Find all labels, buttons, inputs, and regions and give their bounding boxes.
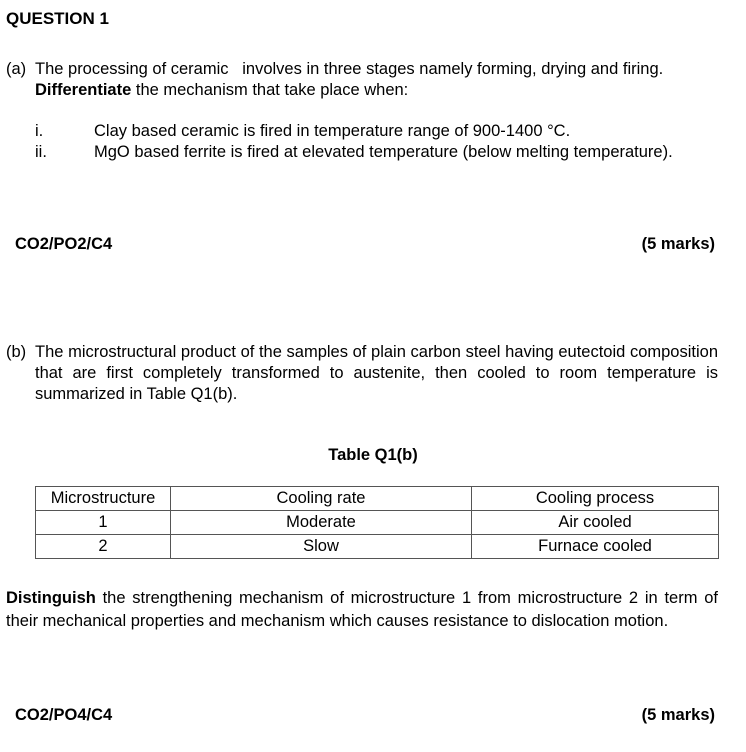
- part-b-keyword: Distinguish: [6, 589, 96, 607]
- table-cell: 1: [36, 511, 171, 535]
- part-b-task: [6, 587, 718, 633]
- part-a-question: [6, 59, 718, 101]
- part-a-item-2-text: MgO based ferrite is fired at elevated temperature (below melting temperature).: [94, 143, 673, 161]
- table-header-cell: Microstructure: [36, 487, 171, 511]
- part-b-task-text: the strengthening mechanism of microstructure 1 from microstructure 2 in term of their mechanical properties and mechanism which causes resistance to dislocation motion.: [6, 589, 718, 630]
- part-a-item-2: [35, 142, 673, 163]
- table-row: [36, 535, 719, 559]
- part-a-label: (a): [6, 60, 27, 78]
- part-a-text-line1: The processing of ceramic involves in three stages namely forming, drying and firing.: [35, 60, 664, 78]
- part-a-text-rest: the mechanism that take place when:: [131, 81, 409, 99]
- table-header-row: [36, 487, 719, 511]
- part-a-course-code: CO2/PO2/C4: [15, 235, 113, 253]
- table-caption: Table Q1(b): [328, 446, 418, 464]
- part-b-marks: (5 marks): [641, 706, 715, 724]
- part-b-text: The microstructural product of the samples of plain carbon steel having eutectoid composition that are first completely transformed to austenite, then cooled to room temperature is summarized in Table Q1(b).: [35, 343, 718, 403]
- part-a-item-1: [35, 121, 570, 142]
- part-a-item-1-text: Clay based ceramic is fired in temperature range of 900-1400 °C.: [94, 122, 571, 140]
- table-q1b: [35, 486, 719, 559]
- part-a-keyword: Differentiate: [35, 81, 132, 99]
- part-b-label: (b): [6, 343, 27, 361]
- table-header-cell: Cooling process: [472, 487, 719, 511]
- table-row: [36, 511, 719, 535]
- table-cell: Moderate: [171, 511, 472, 535]
- table-cell: Furnace cooled: [472, 535, 719, 559]
- table-header-cell: Cooling rate: [171, 487, 472, 511]
- table-cell: 2: [36, 535, 171, 559]
- table-cell: Air cooled: [472, 511, 719, 535]
- part-b-course-code: CO2/PO4/C4: [15, 706, 113, 724]
- part-a-marks: (5 marks): [641, 235, 715, 253]
- part-a-text: [35, 59, 718, 101]
- part-a-item-1-num: i.: [35, 122, 44, 140]
- table-cell: Slow: [171, 535, 472, 559]
- question-title: QUESTION 1: [6, 9, 109, 28]
- part-b-question: [6, 342, 718, 405]
- part-a-item-2-num: ii.: [35, 143, 47, 161]
